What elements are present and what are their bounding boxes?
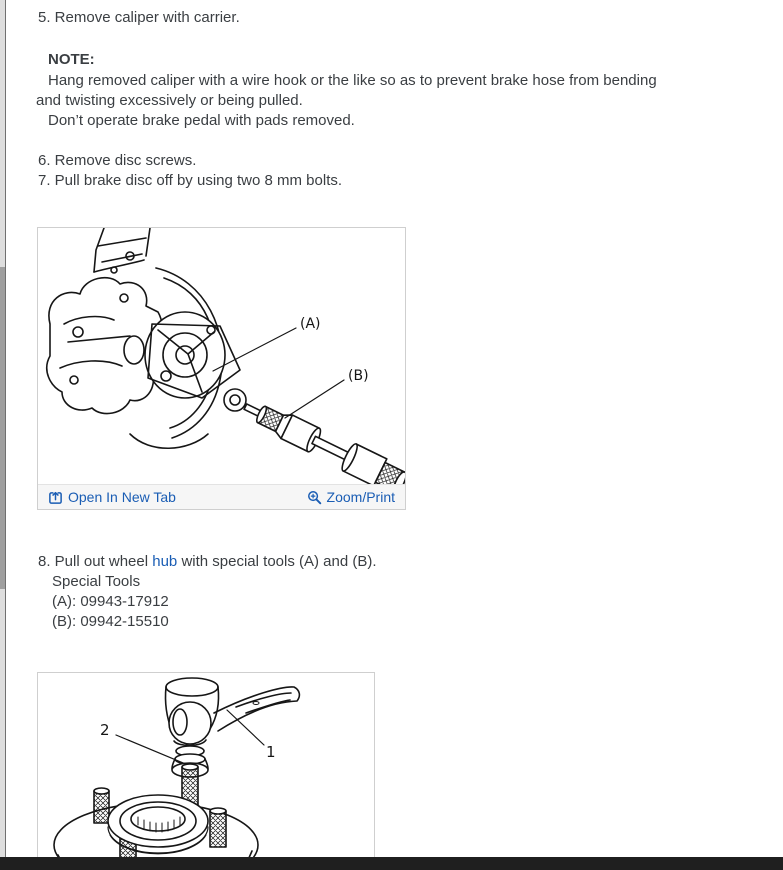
step-8-suffix: with special tools (A) and (B). [177,553,377,570]
open-in-new-tab-icon [48,490,63,505]
figure1-label-a: (A) [300,316,321,332]
step-8 [38,552,377,572]
figure1-label-b: (B) [348,368,369,384]
note-line-2: and twisting excessively or being pulled. [36,92,303,109]
step-7: 7. Pull brake disc off by using two 8 mm bolts. [38,172,343,189]
note-line-1: Hang removed caliper with a wire hook or the like so as to prevent brake hose from bending [48,72,657,89]
open-in-new-tab-label: Open In New Tab [68,489,176,505]
bottom-bar [0,857,783,870]
zoom-print-label: Zoom/Print [326,489,395,505]
hub-link[interactable]: hub [152,553,178,570]
figure2-label-1: 1 [266,743,276,761]
zoom-print-link[interactable] [307,489,395,505]
caliper-tool-illustration [38,228,405,484]
special-tools-heading: Special Tools [52,573,141,590]
note-heading: NOTE: [48,51,95,68]
special-tool-b: (B): 09942-15510 [52,613,169,630]
step-8-prefix: 8. Pull out wheel [38,553,153,570]
step-6: 6. Remove disc screws. [38,152,197,169]
figure2-label-2: 2 [100,721,110,739]
note-line-3: Don’t operate brake pedal with pads removed. [48,112,355,129]
step-5: 5. Remove caliper with carrier. [38,9,240,26]
open-in-new-tab-link[interactable] [48,489,176,505]
figure-hammer-hub [37,672,375,870]
figure-caliper-tool [37,227,406,510]
special-tool-a: (A): 09943-17912 [52,593,169,610]
hammer-hub-illustration [38,673,374,859]
figure1-footer [38,484,405,509]
frame-divider [5,0,7,857]
zoom-in-icon [307,490,322,505]
